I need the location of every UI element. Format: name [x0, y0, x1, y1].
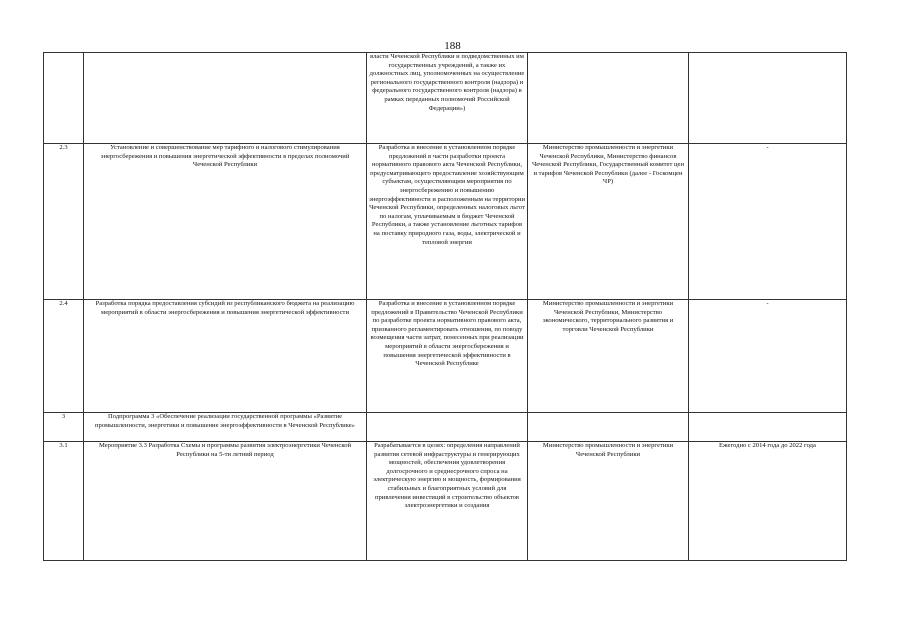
row-number: 3.1 [44, 442, 84, 561]
measure-name: Мероприятие 3.3 Разработка Схемы и программы развития электроэнергетики Чеченской Республики на 5-ти летний период [84, 442, 367, 561]
row-number: 2.4 [44, 300, 84, 413]
term: - [689, 300, 847, 413]
table-row [44, 413, 847, 442]
row-number [44, 53, 84, 144]
table-row [44, 144, 847, 300]
page-number: 188 [444, 40, 461, 52]
measure-name [84, 53, 367, 144]
executor: Министерство промышленности и энергетики Чеченской Республики [528, 442, 689, 561]
term [689, 413, 847, 442]
term: Ежегодно с 2014 года до 2022 года [689, 442, 847, 561]
measure-content: Разрабатывается в целях: определения направлений развития сетевой инфраструктуры и генерирующих мощностей, обеспечения удовлетворения долгосрочного и среднесрочного спроса на электрическую энергию и мощность, формирования стабильных и благоприятных условий для привлечения инвестиций в строительство объектов электроэнергетики и создания [367, 442, 528, 561]
table-row [44, 442, 847, 561]
measure-content: Разработка и внесение в установленном порядке предложений в части разработки проекта нормативного правового акта Чеченской Республики, предусматривающего предоставление хозяйствующим субъектам, осуществляющим мероприятия по энергосбережению и повышению энергоэффективности и расположенным на территории Чеченской Республики, определенных налоговых льгот по налогам, уплачиваемым в бюджет Чеченской Республики, а также установление льготных тарифов на поставку природного газа, воды, электрической и тепловой энергии [367, 144, 528, 300]
table-row [44, 300, 847, 413]
measure-name: Установление и совершенствование мер тарифного и налогового стимулирования энергосбережения и повышения энергетической эффективности в пределах полномочий Чеченской Республики [84, 144, 367, 300]
program-table [43, 52, 847, 561]
executor [528, 413, 689, 442]
executor: Министерство промышленности и энергетики Чеченской Республики, Министерство экономического, территориального развития и торговли Чеченской Республики [528, 300, 689, 413]
row-number: 2.3 [44, 144, 84, 300]
measure-content: Разработка и внесение в установленном порядке предложений в Правительство Чеченской Республики по разработке проекта нормативного правового акта, призванного регламентировать отношения, по поводу возмещения части затрат, понесенных при реализации мероприятий в области энергосбережения и повышения энергетической эффективности в Чеченской Республике [367, 300, 528, 413]
measure-name: Разработка порядка предоставления субсидий из республиканского бюджета на реализацию мероприятий в области энергосбережения и повышения энергетической эффективности [84, 300, 367, 413]
term: - [689, 144, 847, 300]
measure-name: Подпрограмма 3 «Обеспечение реализации государственной программы «Развитие промышленности, энергетики и повышение энергоэффективности в Чеченской Республике» [84, 413, 367, 442]
row-number: 3 [44, 413, 84, 442]
measure-content: власти Чеченской Республики и подведомственных им государственных учреждений, а также их должностных лиц, уполномоченных на осуществление регионального государственного контроля (надзора) и федерального государственного контроля (надзора) в рамках переданных полномочий Российской Федерации») [367, 53, 528, 144]
term [689, 53, 847, 144]
executor: Министерство промышленности и энергетики Чеченской Республики, Министерство финансов Чеченской Республики, Государственный комитет цен и тарифов Чеченской Республики (далее - Госкомцен ЧР) [528, 144, 689, 300]
measure-content [367, 413, 528, 442]
executor [528, 53, 689, 144]
table-row [44, 53, 847, 144]
